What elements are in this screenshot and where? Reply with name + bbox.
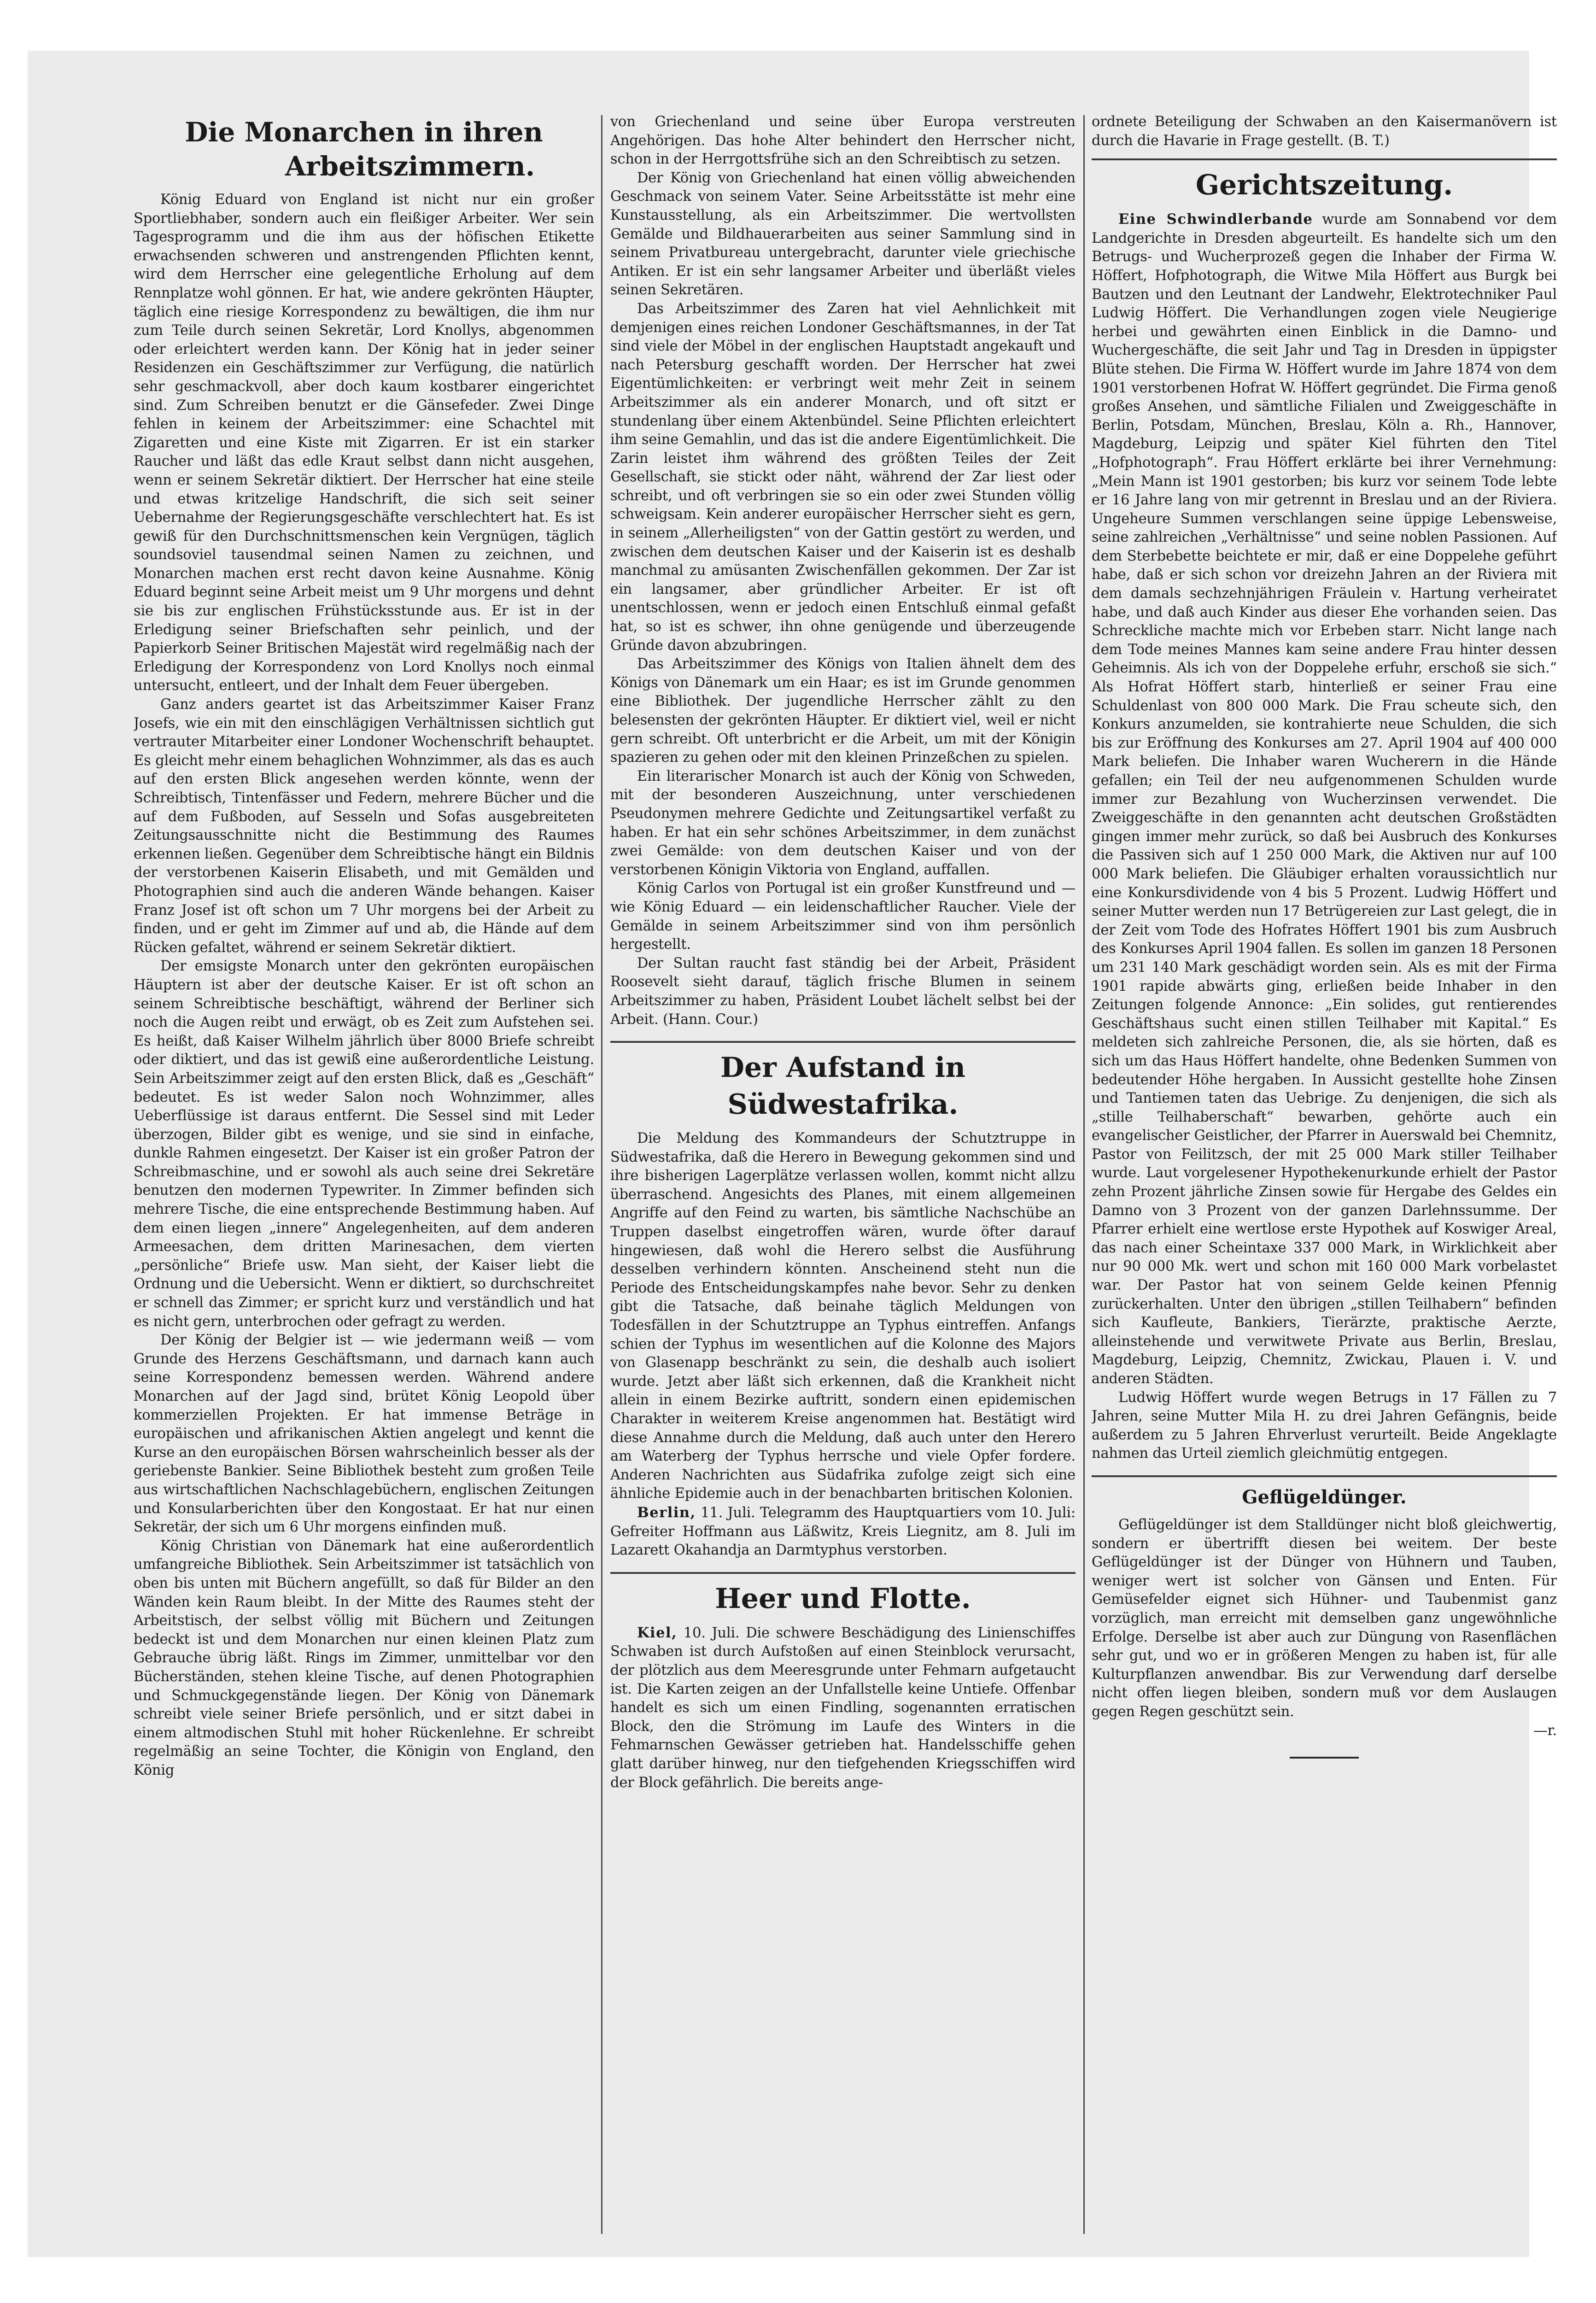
paragraph: Der Sultan raucht fast ständig bei der Arbeit, Präsident Roosevelt sieht darauf, täglich frische Blumen in seinem Arbeitszimmer zu haben, Präsident Loubet lächelt selbst bei der Arbeit. (Hann. Cour.)	[610, 955, 1076, 1028]
paragraph-text: 10. Juli. Die schwere Beschädigung des Linienschiffes Schwaben ist durch Aufstoßen auf einen Steinblock verursacht, der plötzlich aus dem Meeresgrunde unter Fehmarn aufgetaucht ist. Die Karten zeigen an der Unfallstelle keine Untiefe. Offenbar handelt es sich um einen Findling, sogenannten erratischen Block, den die Strömung im Laufe des Winters in die Fehmarnschen Gewässer getrieben hat. Handelsschiffe gehen glatt darüber hinweg, nur den tiefgehenden Kriegsschiffen wird der Block gefährlich. Die bereits ange-	[610, 1625, 1076, 1791]
paragraph: König Christian von Dänemark hat eine außerordentlich umfangreiche Bibliothek. Sein Arbeitszimmer ist tatsächlich von oben bis unten mit Büchern angefüllt, so daß für Bilder an den Wänden kein Raum bleibt. In der Mitte des Raumes steht der Arbeitstisch, der selbst völlig mit Büchern und Zeitungen bedeckt ist und dem Monarchen nur einen kleinen Platz zum Gebrauche übrig läßt. Rings im Zimmer, unmittelbar vor den Bücherständen, stehen kleine Tische, auf denen Photographien und Schmuckgegenstände liegen. Der König von Dänemark schreibt viele seiner Briefe persönlich, und er sitzt dabei in einem altmodischen Stuhl mit hoher Rückenlehne. Er schreibt regelmäßig an seine Tochter, die Königin von England, den König	[134, 1537, 594, 1778]
paragraph: Der emsigste Monarch unter den gekrönten europäischen Häuptern ist aber der deutsche Kaiser. Er ist oft schon an seinem Schreibtische beschäftigt, während der Berliner sich noch die Augen reibt und erwägt, ob es Zeit zum Aufstehen sei. Es heißt, daß Kaiser Wilhelm jährlich über 8000 Briefe schreibt oder diktiert, und das ist gewiß eine außerordentliche Leistung. Sein Arbeitszimmer zeigt auf den ersten Blick, daß es „Geschäft“ bedeutet. Es ist weder Salon noch Wohnzimmer, alles Ueberflüssige ist daraus entfernt. Die Sessel sind mit Leder überzogen, Bilder gibt es wenige, und sie sind in einfache, dunkle Rahmen eingesetzt. Der Kaiser ist ein großer Patron der Schreibmaschine, und er sowohl als auch seine drei Sekretäre benutzen den modernen Typewriter. In Zimmer befinden sich mehrere Tische, die eine entsprechende Bestimmung haben. Auf dem einen liegen „innere“ Angelegenheiten, auf dem anderen Armeesachen, dem dritten Marinesachen, dem vierten „persönliche“ Briefe usw. Man sieht, der Kaiser liebt die Ordnung und die Uebersicht. Wenn er diktiert, so durchschreitet er schnell das Zimmer; er spricht kurz und verständlich und hat es nicht gern, unterbrochen oder gefragt zu werden.	[134, 958, 594, 1330]
paragraph: von Griechenland und seine über Europa verstreuten Angehörigen. Das hohe Alter behindert den Herrscher nicht, schon in der Herrgottsfrühe sich an den Schreibtisch zu setzen.	[610, 114, 1076, 168]
paragraph: Geflügeldünger ist dem Stalldünger nicht bloß gleichwertig, sondern er übertrifft diesen bei weitem. Der beste Geflügeldünger ist der Dünger von Hühnern und Tauben, weniger wert ist solcher von Gänsen und Enten. Für Gemüsefelder eignet sich Hühner- und Taubenmist ganz vorzüglich, man erreicht mit demselben ganz ungewöhnliche Erfolge. Derselbe ist aber auch zur Düngung von Rasenflächen sehr gut, und wo er in größeren Mengen zu haben ist, für alle Kulturpflanzen anwendbar. Bis zur Verwendung darf derselbe nicht offen liegen bleiben, sondern muß vor dem Auslaugen gegen Regen geschützt sein.	[1092, 1516, 1557, 1720]
column-2	[610, 113, 1076, 2250]
paragraph: Ein literarischer Monarch ist auch der König von Schweden, mit der besonderen Auszeichnung, unter verschiedenen Pseudonymen mehrere Gedichte und Zeitungsartikel verfaßt zu haben. Er hat ein sehr schönes Arbeitszimmer, in dem zunächst zwei Gemälde: von dem deutschen Kaiser und von der verstorbenen Königin Viktoria von England, auffallen.	[610, 768, 1076, 878]
paragraph: Ludwig Höffert wurde wegen Betrugs in 17 Fällen zu 7 Jahren, seine Mutter Mila H. zu drei Jahren Gefängnis, beide außerdem zu 5 Jahren Ehrverlust verurteilt. Beide Angeklagte nahmen das Urteil ziemlich gleichmütig entgegen.	[1092, 1389, 1557, 1462]
paragraph: Der König der Belgier ist — wie jedermann weiß — vom Grunde des Herzens Geschäftsmann, und darnach kann auch seine Korrespondenz bemessen werden. Während andere Monarchen auf der Jagd sind, brütet König Leopold über kommerziellen Projekten. Er hat immense Beträge in europäischen und afrikanischen Aktien angelegt und kennt die Kurse an den europäischen Börsen wahrscheinlich besser als der geriebenste Bankier. Seine Bibliothek besteht zum großen Teile aus wirtschaftlichen Nachschlagebüchern, englischen Zeitungen und Konsularberichten über den Kongostaat. Er hat nur einen Sekretär, der sich um 6 Uhr morgens einfinden muß.	[134, 1332, 594, 1536]
paragraph	[610, 1624, 1076, 1792]
author-signature: —r.	[1533, 1722, 1557, 1739]
article-title-heer: Heer und Flotte.	[715, 1582, 971, 1615]
paragraph: Das Arbeitszimmer des Zaren hat viel Aehnlichkeit mit demjenigen eines reichen Londoner Geschäftsmannes, in der Tat sind viele der Möbel in der englischen Hauptstadt angekauft und nach Petersburg geschafft worden. Der Herrscher hat zwei Eigentümlichkeiten: er verbringt weit mehr Zeit in seinem Arbeitszimmer als ein anderer Monarch, und oft sitzt er stundenlang über einem Aktenbündel. Seine Pflichten erleichtert ihm seine Gemahlin, und das ist die andere Eigentümlichkeit. Die Zarin leistet ihm während des größten Teiles der Zeit Gesellschaft, sie stickt oder näht, während der Zar liest oder schreibt, und oft verbringen sie so ein oder zwei Stunden völlig schweigsam. Kein anderer europäischer Herrscher sieht es gern, in seinem „Allerheiligsten“ von der Gattin gestört zu werden, und zwischen dem deutschen Kaiser und der Kaiserin ist es deshalb manchmal zu amüsanten Zwischenfällen gekommen. Der Zar ist ein langsamer, aber gründlicher Arbeiter. Er ist oft unentschlossen, wenn er jedoch einen Entschluß einmal gefaßt hat, so ist es schwer, ihn ohne genügende und überzeugende Gründe davon abzubringen.	[610, 300, 1076, 654]
title-line-2: Arbeitszimmern.	[285, 151, 535, 182]
paragraph-text: 11. Juli. Telegramm des Hauptquartiers vom 10. Juli: Gefreiter Hoffmann aus Läßwitz, Kreis Liegnitz, am 8. Juli im Lazarett Okahandja an Darmtyphus verstorben.	[610, 1504, 1076, 1559]
title-line-1: Die Monarchen in ihren	[185, 117, 543, 148]
end-rule	[1290, 1757, 1359, 1759]
paragraph: ordnete Beteiligung der Schwaben an den Kaisermanövern ist durch die Havarie in Frage gestellt. (B. T.)	[1092, 114, 1557, 149]
article-title-monarchen	[134, 115, 594, 183]
section-divider	[610, 1572, 1076, 1574]
paragraph: König Carlos von Portugal ist ein großer Kunstfreund und — wie König Eduard — ein leidenschaftlicher Raucher. Viele der Gemälde in seinem Arbeitszimmer sind von ihm persönlich hergestellt.	[610, 880, 1076, 953]
section-divider	[1092, 158, 1557, 160]
paragraph	[610, 1503, 1076, 1560]
article-title-gericht: Gerichtszeitung.	[1195, 169, 1453, 202]
column-rule-left	[601, 115, 602, 2234]
column-1	[134, 115, 594, 2248]
paragraph: König Eduard von England ist nicht nur ein großer Sportliebhaber, sondern auch ein fleißiger Arbeiter. Wer sein Tagesprogramm und die ihm aus der höfischen Etikette erwachsenden schweren und anstrengenden Pflichten kennt, wird dem Herrscher eine gelegentliche Erholung auf dem Rennplatze wohl gönnen. Er hat, wie andere gekrönten Häupter, täglich eine riesige Korrespondenz zu bewältigen, die ihm nur zum Teile durch seinen Sekretär, Lord Knollys, abgenommen oder erleichtert werden kann. Der König hat in jeder seiner Residenzen ein Geschäftszimmer zur Verfügung, die natürlich sehr geschmackvoll, aber doch kaum kostbarer eingerichtet sind. Zum Schreiben benutzt er die Gänsefeder. Zwei Dinge fehlen in keinem der Arbeitszimmer: eine Schachtel mit Zigaretten und eine Kiste mit Zigarren. Er ist ein starker Raucher und läßt das edle Kraut selbst dann nicht ausgehen, wenn er seinem Sekretär diktiert. Der Herrscher hat eine steile und etwas kritzelige Handschrift, die sich seit seiner Uebernahme der Regierungsgeschäfte verschlechtert hat. Es ist gewiß für den Durchschnittsmenschen kein Vergnügen, täglich soundsoviel tausendmal seinen Namen zu zeichnen, und Monarchen machen erst recht davon keine Ausnahme. König Eduard beginnt seine Arbeit meist um 9 Uhr morgens und dehnt sie bis zur englischen Frühstücksstunde aus. Er ist in der Erledigung seiner Briefschaften sehr peinlich, und der Papierkorb Seiner Britischen Majestät wird regelmäßig nach der Erledigung der Korrespondenz von Lord Knollys noch einmal untersucht, entleert, und der Inhalt dem Feuer übergeben.	[134, 192, 594, 694]
paragraph: Das Arbeitszimmer des Königs von Italien ähnelt dem des Königs von Dänemark um ein Haar; es ist im Grunde genommen eine Bibliothek. Der jugendliche Herrscher zählt zu den belesensten der gekrönten Häupter. Er diktiert viel, weil er nicht gern schreibt. Oft unterbricht er die Arbeit, um mit der Königin spazieren zu gehen oder mit den kleinen Prinzeßchen zu spielen.	[610, 656, 1076, 766]
dateline: Kiel,	[637, 1624, 678, 1641]
column-rule-right	[1083, 115, 1085, 2234]
paragraph: Die Meldung des Kommandeurs der Schutztruppe in Südwestafrika, daß die Herero in Bewegung gekommen sind und ihre bisherigen Lagerplätze verlassen wollen, kommt nicht allzu überraschend. Angesichts des Planes, mit einem allgemeinen Angriffe auf den Feind zu warten, bis sämtliche Nachschübe an Truppen daselbst eingetroffen wären, wurde öfter darauf hingewiesen, daß wohl die Herero selbst die Ausführung desselben verhindern könnten. Anscheinend steht nun die Periode des Entscheidungskampfes nahe bevor. Sehr zu denken gibt die Tatsache, daß beinahe täglich Meldungen von Todesfällen in der Schutztruppe an Typhus eintreffen. Anfangs schien der Typhus im wesentlichen auf die Kolonne des Majors von Glasenapp beschränkt zu sein, die deshalb auch isoliert wurde. Jetzt aber läßt sich erkennen, daß die Krankheit nicht allein in einem Bezirke auftritt, sondern einen epidemischen Charakter in weiterem Kreise angenommen hat. Bestätigt wird diese Annahme durch die Meldung, daß auch unter den Herero am Waterberg der Typhus herrsche und viele Opfer fordere. Anderen Nachrichten aus Südafrika zufolge zeigt sich eine ähnliche Epidemie auch in der benachbarten britischen Kolonien.	[610, 1130, 1076, 1502]
paragraph	[1092, 210, 1557, 1388]
lead-phrase: Eine Schwindlerbande	[1118, 211, 1313, 228]
article-title-aufstand: Der Aufstand in Südwestafrika.	[720, 1052, 965, 1121]
column-3	[1092, 113, 1557, 2250]
dateline: Berlin,	[637, 1504, 696, 1521]
section-divider	[610, 1041, 1076, 1043]
paragraph: Ganz anders geartet ist das Arbeitszimmer Kaiser Franz Josefs, wie ein mit den einschlägigen Verhältnissen sichtlich gut vertrauter Mitarbeiter einer Londoner Wochenschrift behauptet. Es gleicht mehr einem behaglichen Wohnzimmer, als das es auch auf den ersten Blick angesehen werden könnte, wenn der Schreibtisch, Tintenfässer und Federn, mehrere Bücher und die auf dem Fußboden, auf Sesseln und Sofas ausgebreiteten Zeitungsausschnitte nicht die Bestimmung des Raumes erkennen ließen. Gegenüber dem Schreibtische hängt ein Bildnis der verstorbenen Kaiserin Elisabeth, und mit Gemälden und Photographien sind auch die anderen Wände behangen. Kaiser Franz Josef ist oft schon um 7 Uhr morgens bei der Arbeit zu finden, und er geht im Zimmer auf und ab, die Hände auf dem Rücken gefaltet, während er seinem Sekretär diktiert.	[134, 696, 594, 956]
paragraph: Der König von Griechenland hat einen völlig abweichenden Geschmack von seinem Vater. Seine Arbeitsstätte ist mehr eine Kunstausstellung, als ein Arbeitszimmer. Die wertvollsten Gemälde und Bildhauerarbeiten aus seiner Sammlung sind in seinem Privatbureau untergebracht, darunter viele griechische Antiken. Er ist ein sehr langsamer Arbeiter und überläßt vieles seinen Sekretären.	[610, 170, 1076, 298]
paragraph-text: wurde am Sonnabend vor dem Landgerichte in Dresden abgeurteilt. Es handelte sich um den Betrugs- und Wucherprozeß gegen die Inhaber der Firma W. Höffert, Hofphotograph, die Witwe Mila Höffert aus Burgk bei Bautzen und den Leutnant der Landwehr, Elektrotechniker Paul Ludwig Höffert. Die Verhandlungen zogen viele Neugierige herbei und gewährten einen Einblick in die Damno- und Wuchergeschäfte, die seit Jahr und Tag in Dresden in üppigster Blüte stehen. Die Firma W. Höffert wurde im Jahre 1874 von dem 1901 verstorbenen Hofrat W. Höffert gegründet. Die Firma genoß großes Ansehen, und sämtliche Filialen und Zweiggeschäfte in Berlin, Potsdam, München, Breslau, Köln a. Rh., Hannover, Magdeburg, Leipzig und später Kiel führten den Titel „Hofphotograph“. Frau Höffert erklärte bei ihrer Vernehmung: „Mein Mann ist 1901 gestorben; bis kurz vor seinem Tode lebte er 16 Jahre lang von mir getrennt in Breslau und an der Riviera. Ungeheure Summen verschlangen seine üppige Lebensweise, seine zahlreichen „Verhältnisse“ und seine noblen Passionen. Auf dem Sterbebette beichtete er mir, daß er eine Doppelehe geführt habe, daß er sich schon vor dreizehn Jahren an der Riviera mit dem damals sechzehnjährigen Fräulein v. Hartung verheiratet habe, und daß auch Kinder aus dieser Ehe vorhanden seien. Das Schreckliche machte mich vor Erbeben starr. Nicht lange nach dem Tode meines Mannes kam seine andere Frau hinter dessen Geheimnis. Als ich von der Doppelehe erfuhr, erschoß sie sich.“ Als Hofrat Höffert starb, hinterließ er seiner Frau eine Schuldenlast von 800 000 Mark. Die Frau scheute sich, den Konkurs anzumelden, sie kontrahierte neue Schulden, die sich bis zur Eröffnung des Konkurses am 27. April 1904 auf 400 000 Mark beliefen. Die Inhaber waren Wucherern in die Hände gefallen; ein Teil der neu aufgenommenen Schulden wurde immer zur Bezahlung von Wucherzinsen verwendet. Die Zweiggeschäfte in den genannten acht deutschen Großstädten gingen immer mehr zurück, so daß bei Ausbruch des Konkurses die Passiven sich auf 1 250 000 Mark, die Aktiven nur auf 100 000 Mark beliefen. Die Gläubiger erhalten voraussichtlich nur eine Konkursdividende von 4 bis 5 Prozent. Ludwig Höffert und seiner Mutter werden nun 17 Betrügereien zur Last gelegt, die in der Zeit vom Tode des Hofrates Höffert 1901 bis zum Ausbruch des Konkurses April 1904 fallen. Es sollen im ganzen 18 Personen um 231 140 Mark geschädigt worden sein. Als es mit der Firma 1901 rapide abwärts ging, erließen beide Inhaber in den Zeitungen folgende Annonce: „Ein solides, gut rentierendes Geschäftshaus sucht einen stillen Teilhaber mit Kapital.“ Es meldeten sich zahlreiche Personen, die, als sie hörten, daß es sich um das Haus Höffert handelte, ohne Bedenken Summen von bedeutender Höhe hergaben. In Aussicht gestellte hohe Zinsen und Tantiemen taten das Uebrige. Zu denjenigen, die sich als „stille Teilhaberschaft“ bewarben, gehörte auch ein evangelischer Geistlicher, der Pfarrer in Auerswald bei Chemnitz, Pastor von Feilitzsch, der mit 25 000 Mark stiller Teilhaber wurde. Laut vorgelesener Hypothekenurkunde erhielt der Pastor zehn Prozent jährliche Zinsen sowie für Hergabe des Geldes ein Damno von 3 Prozent von der ganzen Darlehnssumme. Der Pfarrer erhielt eine wertlose erste Hypothek auf Koswiger Areal, das nach einer Scheintaxe 337 000 Mark, in Wirklichkeit aber nur 90 000 Mk. wert und schon mit 160 000 Mark vorbelastet war. Der Pastor hat von seinem Gelde keinen Pfennig zurückerhalten. Unter den übrigen „stillen Teilhabern“ befinden sich Kaufleute, Bankiers, Tierärzte, praktische Aerzte, alleinstehende und verwitwete Private aus Berlin, Breslau, Magdeburg, Leipzig, Chemnitz, Zwickau, Plauen i. V. und anderen Städten.	[1092, 211, 1557, 1387]
section-divider	[1092, 1475, 1557, 1477]
article-title-gefluegel: Geflügeldünger.	[1242, 1486, 1407, 1508]
